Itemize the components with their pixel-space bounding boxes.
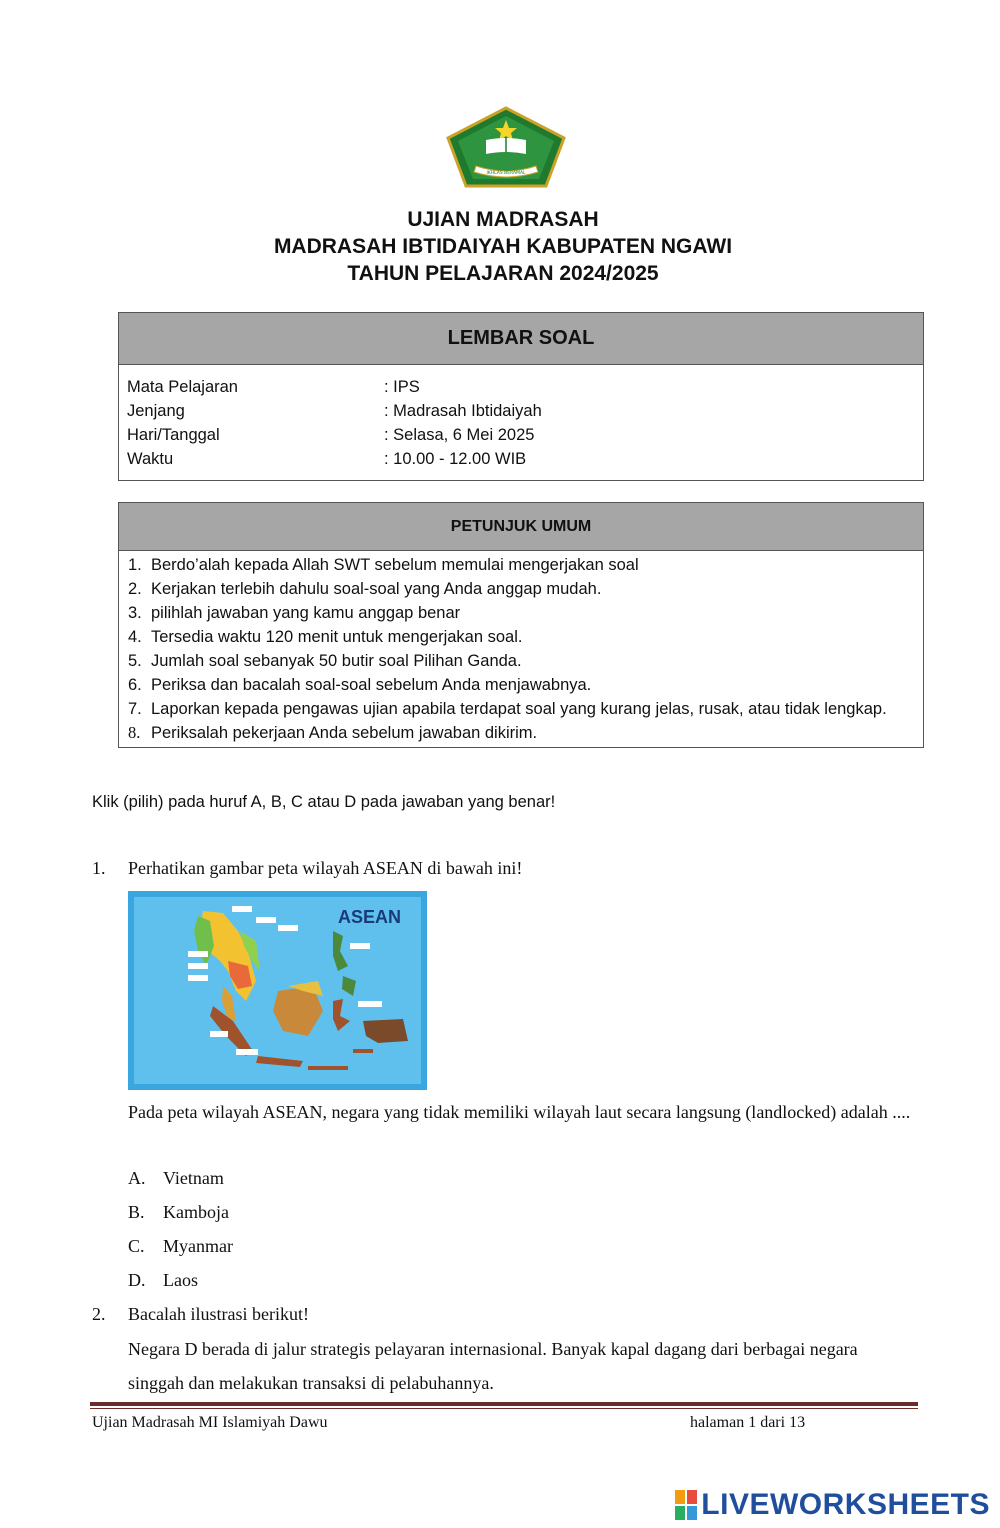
info-value: : Selasa, 6 Mei 2025 (384, 426, 535, 444)
option-c[interactable]: C. Myanmar (128, 1236, 233, 1256)
directions-box (118, 502, 924, 748)
list-item: 8. Periksalah pekerjaan Anda sebelum jawaban dikirim. (128, 723, 538, 742)
map-title: ASEAN (338, 907, 402, 927)
directions-title: PETUNJUK UMUM (119, 503, 923, 551)
list-item: 2. Kerjakan terlebih dahulu soal-soal yang Anda anggap mudah. (128, 580, 602, 598)
footer-school: Ujian Madrasah MI Islamiyah Dawu (92, 1414, 328, 1431)
svg-text:IKHLAS BERAMAL: IKHLAS BERAMAL (486, 171, 526, 176)
school-title: MADRASAH IBTIDAIYAH KABUPATEN NGAWI (273, 235, 733, 258)
ministry-logo (446, 106, 566, 188)
exam-title: UJIAN MADRASAH (407, 208, 599, 231)
instruction-text: Klik (pilih) pada huruf A, B, C atau D pada jawaban yang benar! (92, 793, 556, 811)
question-text: Pada peta wilayah ASEAN, negara yang tidak memiliki wilayah laut secara langsung (landlocked) adalah .... (128, 1102, 911, 1122)
sheet-title: LEMBAR SOAL (119, 313, 923, 365)
list-item: 7. Laporkan kepada pengawas ujian apabila terdapat soal yang kurang jelas, rusak, atau tidak lengkap. (128, 700, 887, 718)
asean-map-image (128, 891, 427, 1090)
question-prompt: Bacalah ilustrasi berikut! (128, 1304, 309, 1324)
option-a[interactable]: A. Vietnam (128, 1168, 224, 1188)
footer-divider (90, 1402, 918, 1406)
exam-info-box (118, 312, 924, 481)
option-b[interactable]: B. Kamboja (128, 1202, 229, 1222)
liveworksheets-logo-icon (675, 1490, 697, 1520)
liveworksheets-brand (675, 1485, 990, 1525)
footer-divider (90, 1408, 918, 1409)
option-d[interactable]: D. Laos (128, 1270, 198, 1290)
info-label: Hari/Tanggal (127, 426, 220, 444)
academic-year: TAHUN PELAJARAN 2024/2025 (347, 262, 659, 285)
list-item: 1. Berdo’alah kepada Allah SWT sebelum memulai mengerjakan soal (128, 556, 639, 574)
info-label: Mata Pelajaran (127, 378, 238, 396)
question-text: Negara D berada di jalur strategis pelayaran internasional. Banyak kapal dagang dari berbagai negara singgah dan melakukan transaksi di pelabuhannya. (128, 1339, 858, 1393)
info-row (119, 423, 923, 447)
question-number: 2. (92, 1304, 106, 1324)
info-value: : 10.00 - 12.00 WIB (384, 450, 527, 468)
liveworksheets-text: LIVEWORKSHEETS (701, 1488, 990, 1521)
list-item: 5. Jumlah soal sebanyak 50 butir soal Pilihan Ganda. (128, 652, 522, 670)
list-item: 4. Tersedia waktu 120 menit untuk mengerjakan soal. (128, 628, 523, 646)
list-item: 3. pilihlah jawaban yang kamu anggap benar (128, 604, 461, 622)
info-label: Waktu (127, 450, 174, 468)
info-value: : Madrasah Ibtidaiyah (384, 402, 542, 420)
footer-page: halaman 1 dari 13 (690, 1414, 806, 1431)
info-value: : IPS (384, 378, 420, 396)
question-number: 1. (92, 858, 106, 878)
info-row (119, 375, 923, 399)
info-label: Jenjang (127, 402, 185, 420)
info-row (119, 399, 923, 423)
question-prompt: Perhatikan gambar peta wilayah ASEAN di bawah ini! (128, 858, 523, 878)
info-row (119, 447, 923, 471)
list-item: 6. Periksa dan bacalah soal-soal sebelum Anda menjawabnya. (128, 676, 592, 694)
directions-list (119, 551, 923, 747)
